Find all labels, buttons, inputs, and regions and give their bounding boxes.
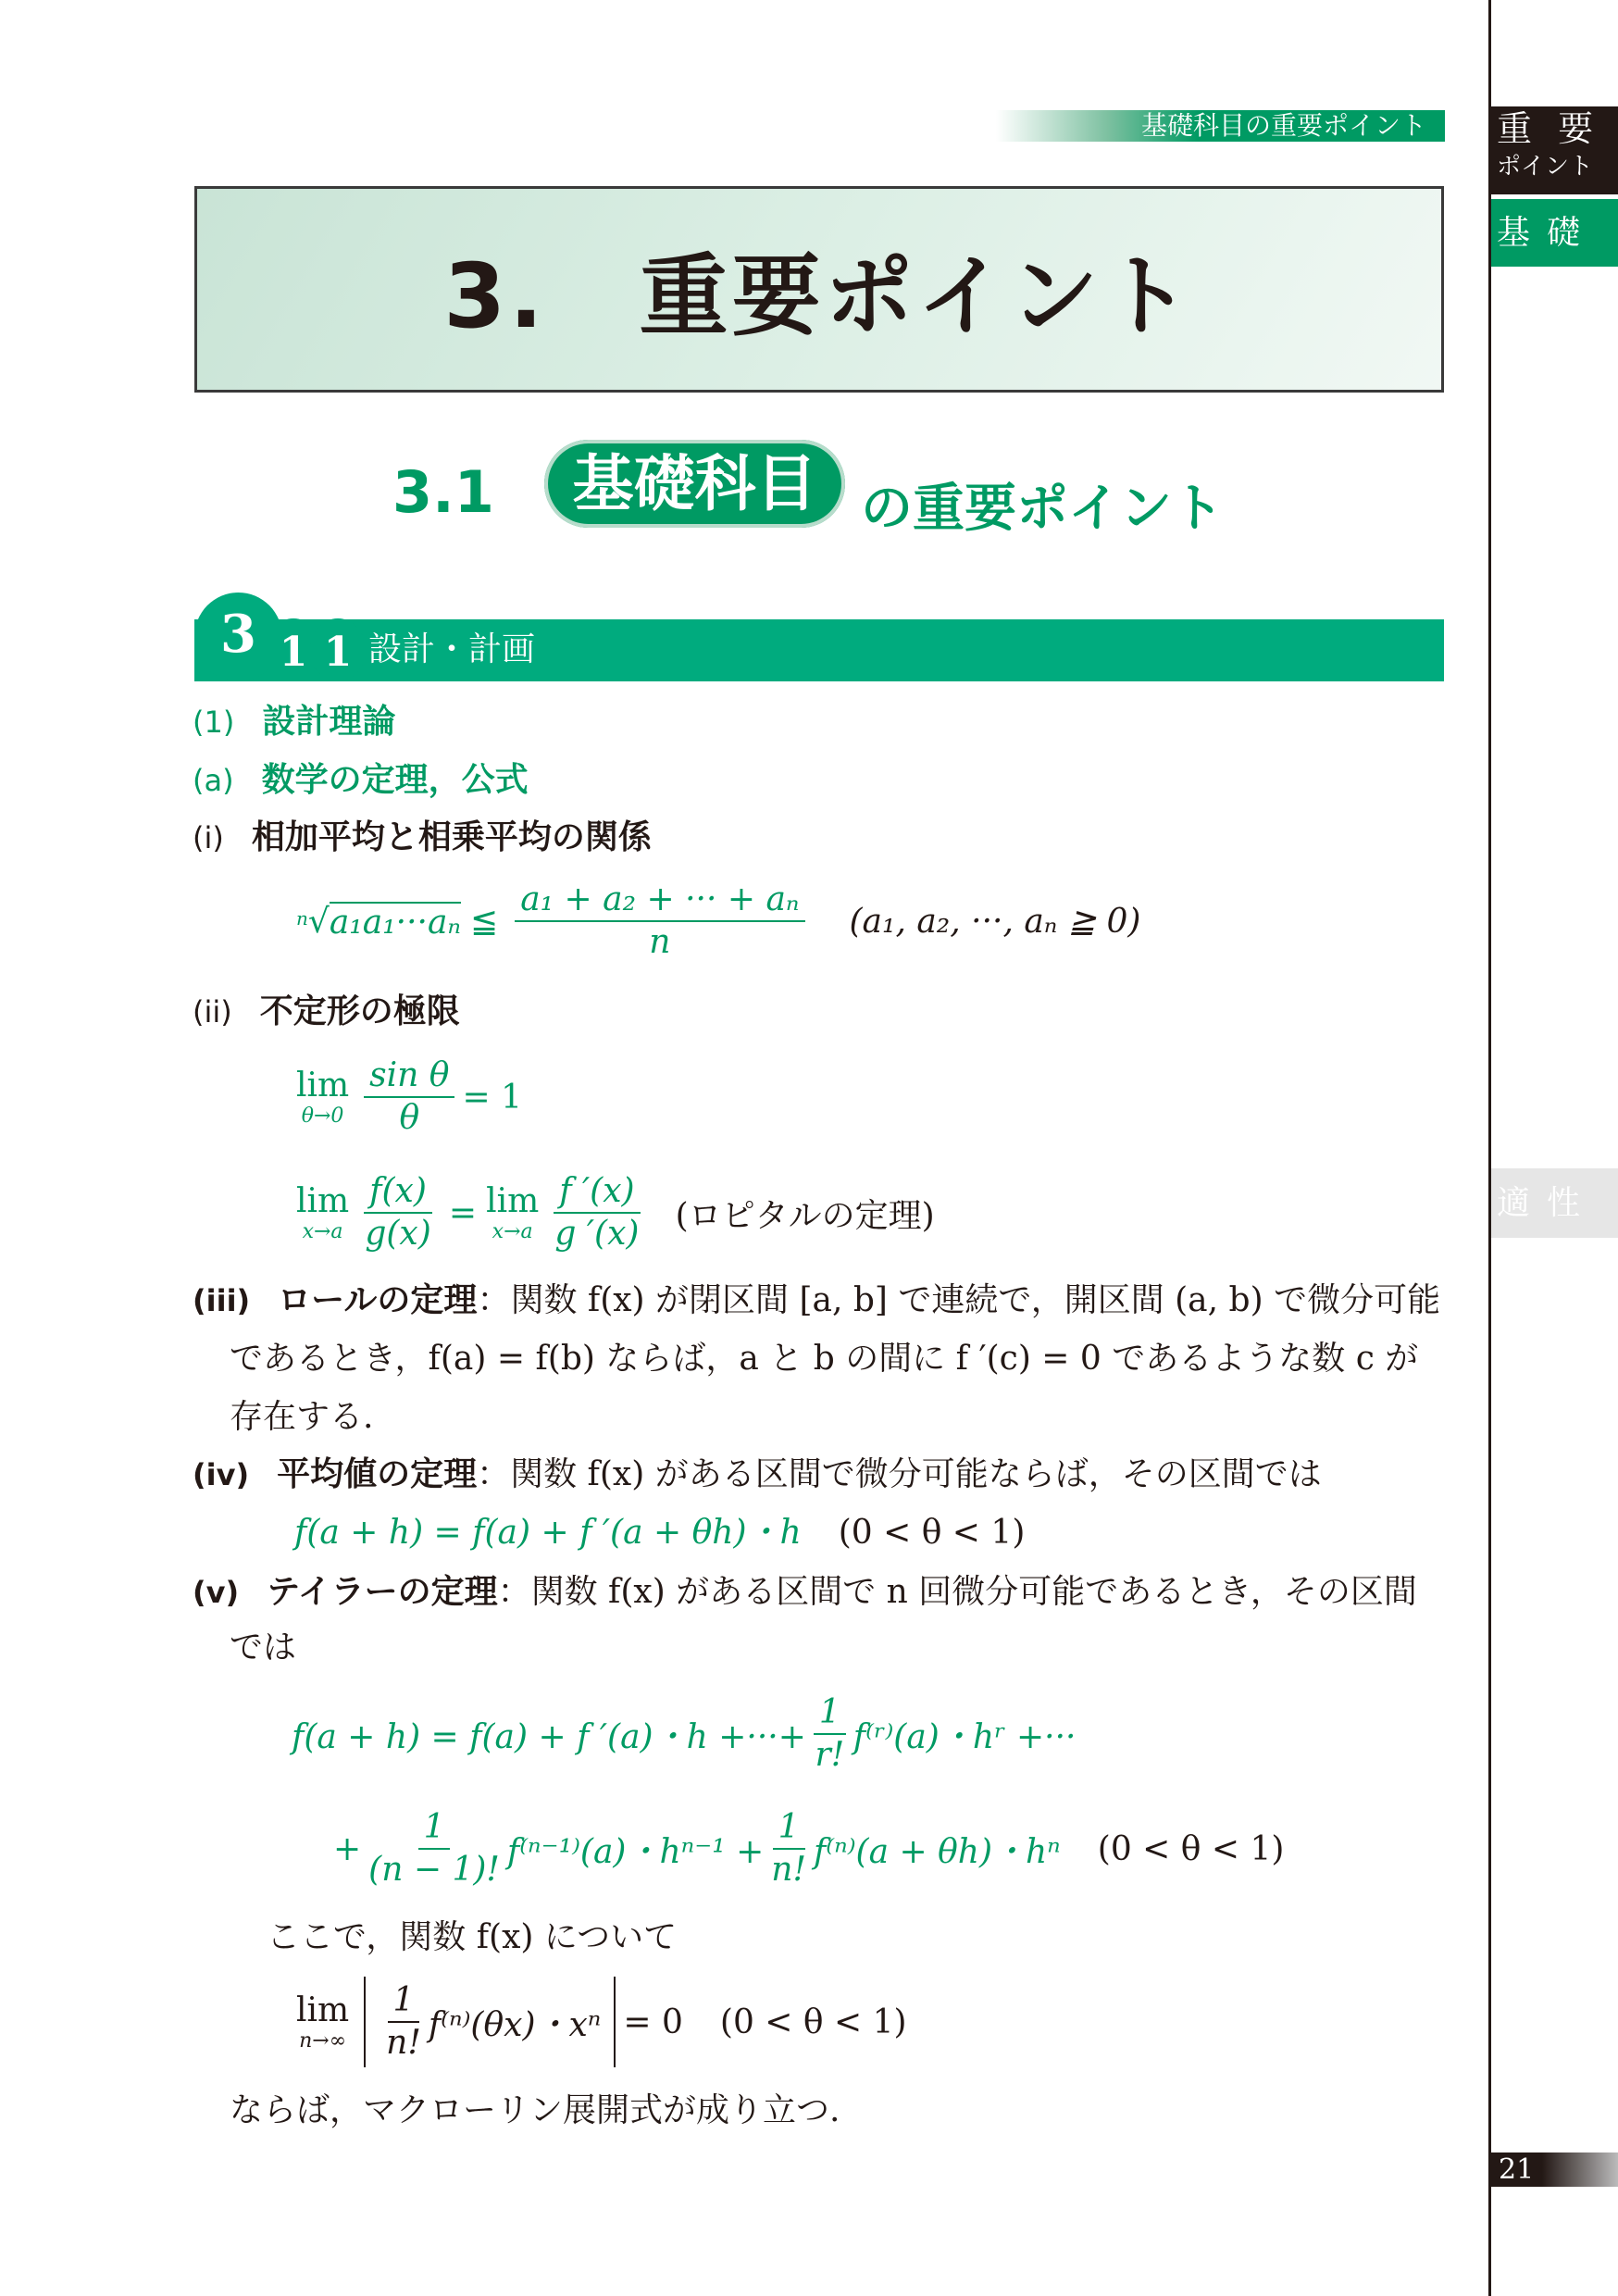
lim-sub: x→a (492, 1220, 533, 1243)
equals: = (448, 1193, 478, 1232)
denominator: r! (815, 1736, 845, 1774)
lim: lim (296, 1067, 350, 1104)
running-header: 基礎科目の重要ポイント (996, 110, 1445, 142)
condition: (0 < θ < 1) (719, 2003, 907, 2041)
numerator: 1 (418, 1807, 451, 1850)
numerator: f(x) (364, 1171, 432, 1214)
subsection-digit: 3 (194, 593, 282, 681)
condition: (0 < θ < 1) (838, 1514, 1026, 1552)
heading-ii (193, 989, 460, 1035)
heading-i (193, 815, 652, 861)
numerator: 1 (388, 1980, 420, 2023)
condition: (0 < θ < 1) (1097, 1829, 1285, 1868)
lim-sub: n→∞ (299, 2029, 347, 2053)
heading-text: 設計理論 (262, 703, 396, 741)
lim: lim (296, 1182, 350, 1220)
subsection-title: 設計・計画 (368, 630, 536, 668)
text-line: ：関数 f(x) が閉区間 [a, b] で連続で，開区間 (a, b) で微分可能 (477, 1281, 1441, 1319)
rolle-theorem (193, 1278, 1451, 1441)
denominator: θ (399, 1099, 420, 1137)
root-body: a₁a₁···aₙ (329, 903, 462, 942)
side-tab-line2: ポイント (1497, 153, 1594, 181)
lim: lim (296, 1991, 350, 2029)
heading-text: 相加平均と相乗平均の関係 (251, 818, 652, 856)
root-index: n (296, 907, 308, 930)
formula-taylor-2 (333, 1807, 1284, 1890)
text-line: であるとき，f(a) = f(b) ならば，a と b の間に f ′(c) = 0 であるような数 c が (230, 1340, 1419, 1378)
rhs: = 0 (623, 2003, 683, 2041)
text-line: 存在する. (230, 1398, 374, 1436)
heading-text: 不定形の極限 (259, 992, 460, 1030)
sqrt-sign: √ (307, 902, 330, 941)
formula: f(a + h) = f(a) + f ′(a + θh)・h (294, 1514, 802, 1552)
relation: ≦ (470, 902, 499, 941)
formula-lhopital (296, 1171, 935, 1254)
margin-rule (1488, 0, 1491, 2296)
denominator: g(x) (365, 1215, 431, 1253)
lim-sub: x→a (302, 1220, 343, 1243)
label: (ii) (193, 994, 232, 1029)
theorem-title: ロールの定理 (278, 1281, 478, 1319)
lim: lim (486, 1182, 540, 1220)
page-number: 21 (1491, 2152, 1618, 2187)
numerator: f ′(x) (554, 1171, 640, 1214)
formula-maclaurin-limit (296, 1977, 907, 2067)
side-tab-aptitude: 適性 (1491, 1168, 1618, 1238)
denominator: n (649, 923, 671, 961)
fraction (364, 1055, 454, 1139)
label: (a) (193, 763, 234, 798)
side-tab-line1: 重 要 (1497, 108, 1601, 149)
heading-text: 数学の定理，公式 (261, 761, 529, 799)
tail: f⁽ⁿ⁾(a + θh)・hⁿ (813, 1832, 1061, 1871)
text-line: ：関数 f(x) がある区間で微分可能ならば，その区間では (477, 1455, 1322, 1493)
chapter-title: 3. 重要ポイント (194, 186, 1444, 393)
heading-a (193, 757, 529, 804)
numerator: 1 (814, 1692, 846, 1735)
label: (1) (193, 705, 235, 740)
rhs: = 1 (462, 1078, 522, 1117)
fraction (515, 880, 804, 963)
abs-body: f⁽ⁿ⁾(θx)・xⁿ (428, 2005, 602, 2044)
taylor-theorem (193, 1569, 1451, 1671)
mean-value-theorem (193, 1452, 1451, 1556)
denominator: n! (771, 1851, 806, 1889)
subsection-digit: 1 (266, 618, 321, 681)
numerator: sin θ (364, 1055, 454, 1098)
side-tab-basic: 基礎 (1491, 199, 1618, 267)
label: (iii) (193, 1283, 251, 1318)
label: (iv) (193, 1457, 250, 1492)
mid: f⁽ⁿ⁻¹⁾(a)・hⁿ⁻¹ + (506, 1832, 765, 1871)
numerator: 1 (773, 1807, 805, 1850)
theorem-title: 平均値の定理 (277, 1455, 478, 1493)
side-tab-important (1491, 106, 1618, 194)
label: (v) (193, 1575, 240, 1610)
section-title: の重要ポイント (861, 479, 1224, 539)
formula-sin-limit (296, 1055, 522, 1139)
section-badge: 基礎科目 (544, 440, 845, 528)
text-line: ：関数 f(x) がある区間で n 回微分可能であるとき，その区間 (497, 1573, 1417, 1611)
section-number: 3.1 (392, 458, 494, 526)
note: (ロピタルの定理) (675, 1196, 935, 1235)
formula-taylor-1 (292, 1692, 1076, 1776)
limit (296, 1067, 349, 1128)
tail: f⁽ʳ⁾(a)・hʳ +··· (853, 1717, 1077, 1756)
formula-am-gm (296, 880, 1140, 963)
text-here: ここで，関数 f(x) について (267, 1918, 678, 1956)
subsection-digit: 1 (310, 618, 366, 681)
condition: (a₁, a₂, ···, aₙ ≧ 0) (849, 902, 1141, 941)
label: (i) (193, 820, 224, 855)
lhs: f(a + h) = f(a) + f ′(a)・h +···+ (292, 1717, 806, 1756)
text-line: では (230, 1628, 297, 1666)
plus: + (333, 1829, 362, 1868)
lim-sub: θ→0 (301, 1104, 344, 1128)
denominator: n! (386, 2024, 421, 2062)
heading-1 (193, 699, 395, 745)
theorem-title: テイラーの定理 (267, 1573, 498, 1611)
numerator: a₁ + a₂ + ··· + aₙ (515, 880, 804, 922)
denominator: g ′(x) (554, 1215, 640, 1253)
text-conclusion: ならば，マクローリン展開式が成り立つ. (230, 2091, 840, 2129)
denominator: (n − 1)! (368, 1851, 500, 1889)
